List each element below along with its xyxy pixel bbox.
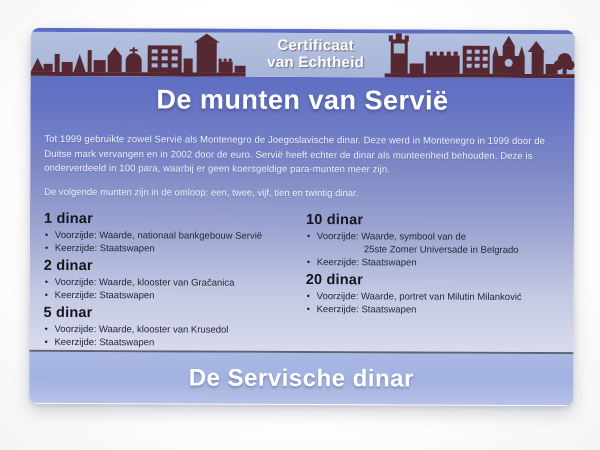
coin-denomination: 20 dinar	[305, 271, 363, 288]
coin-details	[306, 290, 560, 317]
coin-column-right	[305, 212, 560, 354]
footer-title: De Servische dinar	[188, 364, 414, 392]
coin-denomination: 1 dinar	[43, 210, 93, 227]
footer-band	[29, 350, 573, 405]
coin-details	[44, 275, 306, 302]
coin-front-detail: • Voorzijde: Waarde, portret van Milutin Milanković	[306, 290, 560, 304]
coin-front-detail	[306, 230, 560, 257]
coin-back-detail: • Keerzijde: Staatswapen	[44, 241, 306, 255]
coin-details	[43, 322, 305, 349]
coin-denomination: 10 dinar	[305, 211, 364, 228]
coin-back-detail: • Keerzijde: Staatswapen	[44, 288, 306, 302]
body-area	[29, 123, 574, 354]
certificate-card	[29, 28, 575, 406]
certificate-heading	[243, 37, 389, 72]
city-skyline-right-icon	[385, 33, 575, 78]
coin-section-2-dinar	[44, 257, 306, 302]
coin-details	[306, 230, 560, 270]
certificate-heading-line1: Certificaat	[277, 36, 355, 55]
coin-section-5-dinar	[43, 304, 305, 349]
page-title: De munten van Servië	[156, 84, 449, 116]
coin-column-left	[43, 210, 306, 352]
city-skyline-left-icon	[31, 32, 246, 77]
circulation-line: De volgende munten zijn in de omloop: een, twee, vijf, tien en twintig dinar.	[44, 186, 359, 199]
coin-front-detail: • Voorzijde: Waarde, nationaal bankgebouw Servië	[44, 228, 306, 242]
coin-denomination: 2 dinar	[43, 257, 93, 274]
coin-front-continuation: 25ste Zomer Universade in Belgrado	[363, 243, 519, 256]
intro-paragraph: Tot 1999 gebruikte zowel Servië als Montenegro de Joegoslavische dinar. Deze werd in Montenegro in 1999 door de Duitse mark vervangen en in 2002 door de euro. Servië heeft echter de dinar als munteenheid behouden. Deze is onderverdeeld in 100 para, waarbij er geen koersgeldige para-munten meer zijn.	[44, 133, 546, 176]
certificate-heading-line2: van Echtheid	[267, 53, 365, 72]
coin-front-detail: • Voorzijde: Waarde, klooster van Gračanica	[44, 275, 306, 289]
coin-back-detail: • Keerzijde: Staatswapen	[306, 256, 560, 270]
coin-section-10-dinar	[306, 212, 560, 270]
coin-section-20-dinar	[306, 272, 560, 317]
card-main-area	[29, 76, 574, 352]
coin-section-1-dinar	[44, 210, 306, 255]
coin-denomination: 5 dinar	[43, 304, 93, 321]
coin-columns	[43, 210, 560, 353]
coin-back-detail: • Keerzijde: Staatswapen	[306, 303, 560, 317]
skyline-band	[31, 32, 575, 78]
coin-details	[44, 228, 306, 255]
coin-front-detail: • Voorzijde: Waarde, klooster van Krusedol	[43, 322, 305, 336]
coin-front-text: Voorzijde: Waarde, symbool van de	[316, 230, 467, 243]
coin-back-detail: • Keerzijde: Staatswapen	[43, 335, 305, 349]
